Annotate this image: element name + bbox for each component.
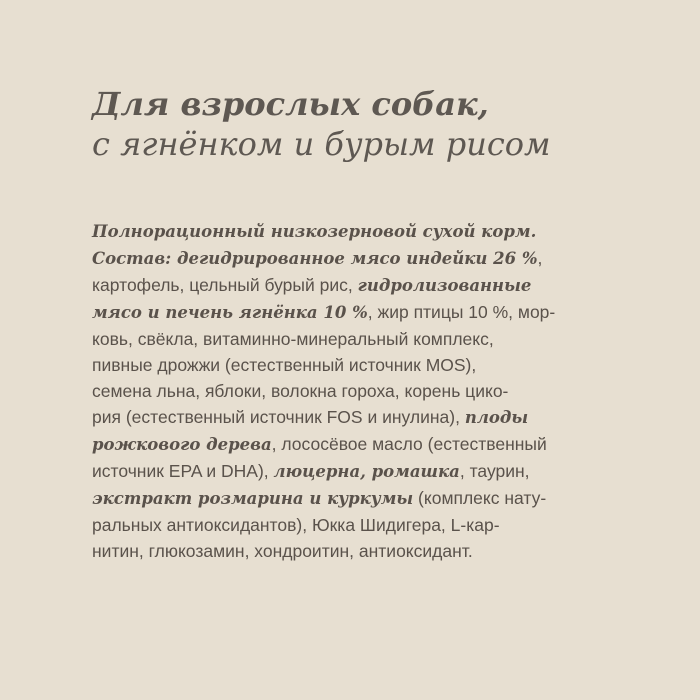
composition-line — [92, 404, 652, 431]
ingredient-text: семена льна, яблоки, волокна гороха, корень цико- — [92, 381, 509, 401]
highlighted-ingredient: экстракт розмарина и куркумы — [92, 489, 414, 508]
highlighted-ingredient: Состав: дегидрированное мясо индейки 26 % — [92, 249, 538, 268]
ingredient-text: , лососёвое масло (естественный — [271, 434, 547, 454]
composition-line — [92, 512, 652, 538]
ingredient-text: (комплекс нату- — [413, 488, 547, 508]
composition-line — [92, 538, 652, 564]
ingredient-text: нитин, глюкозамин, хондроитин, антиоксидант. — [92, 541, 473, 561]
title-line-1: Для взрослых собак, — [92, 85, 489, 123]
ingredient-text: картофель, цельный бурый рис, — [92, 275, 358, 295]
composition-text — [92, 218, 652, 564]
composition-line — [92, 485, 652, 512]
composition-line — [92, 352, 652, 378]
composition-line — [92, 326, 652, 352]
ingredient-text: пивные дрожжи (естественный источник MOS), — [92, 355, 477, 375]
ingredient-text: рия (естественный источник FOS и инулина), — [92, 407, 465, 427]
ingredient-text: , жир птицы 10 %, мор- — [367, 302, 556, 322]
highlighted-ingredient: гидролизованные — [357, 276, 532, 295]
ingredient-text: источник EPA и DHA), — [92, 461, 274, 481]
highlighted-ingredient: люцерна, ромашка — [273, 462, 460, 481]
highlighted-ingredient: Полнорационный низкозерновой сухой корм. — [92, 222, 537, 241]
highlighted-ingredient: мясо и печень ягнёнка 10 % — [92, 303, 368, 322]
product-title — [92, 84, 652, 164]
composition-line — [92, 431, 652, 458]
ingredient-text: , таурин, — [459, 461, 530, 481]
highlighted-ingredient: рожкового дерева — [92, 435, 272, 454]
ingredient-text: ковь, свёкла, витаминно-минеральный комплекс, — [92, 329, 494, 349]
title-line-2: с ягнёнком и бурым рисом — [92, 125, 551, 163]
composition-line — [92, 299, 652, 326]
composition-line — [92, 245, 652, 272]
composition-line — [92, 378, 652, 404]
highlighted-ingredient: плоды — [464, 408, 529, 427]
composition-line — [92, 458, 652, 485]
ingredient-text: , — [537, 248, 543, 268]
composition-line — [92, 218, 652, 245]
ingredient-text: ральных антиоксидантов), Юкка Шидигера, L-кар- — [92, 515, 500, 535]
composition-line — [92, 272, 652, 299]
